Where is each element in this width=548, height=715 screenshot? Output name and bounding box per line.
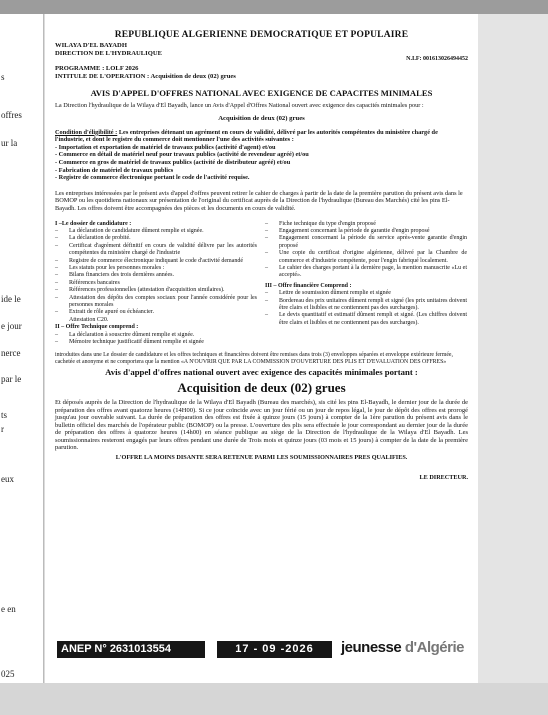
- list-item: – Références bancaires: [55, 279, 120, 286]
- list-item: – Lettre de soumission dûment remplie et signée: [265, 290, 391, 297]
- left-column: [55, 221, 257, 347]
- list-item: – Engagement concernant la période de garantie d'engin proposé: [265, 227, 430, 234]
- financial-heading: III – Offre financière Comprend :: [265, 282, 352, 289]
- notice-body: [55, 30, 468, 481]
- right-margin: [478, 14, 548, 683]
- footer-bar: [55, 641, 468, 660]
- technical-heading: II – Offre Technique comprend :: [55, 324, 139, 331]
- bottom-bar: [0, 683, 548, 715]
- list-item: – Références professionnelles (attestation d'acquisition similaires).: [55, 287, 225, 294]
- list-item: – La déclaration de candidature dûment remplie et signée.: [55, 227, 204, 234]
- list-item: Attestation C20.: [69, 316, 109, 323]
- top-bar: [0, 0, 548, 14]
- programme: PROGRAMME : LOLF 2026: [55, 65, 139, 72]
- intro-text: La Direction l'hydraulique de la Wilaya d'El Bayadh, lance un Avis d'Appel d'Offres National ouvert avec exigence des capacités minimales pour :: [55, 102, 424, 109]
- list-item: – Bordereau des prix unitaires dûment rempli et signé (les prix unitaires doivent être clairs et lisibles et ne contiennent pas des surcharges).: [265, 297, 467, 311]
- republic-title: REPUBLIQUE ALGERIENNE DEMOCRATIQUE ET POPULAIRE: [114, 30, 409, 40]
- wilaya: WILAYA D'EL BAYADH: [55, 42, 127, 49]
- newspaper-logo: jeunesse d'Algérie: [341, 639, 464, 656]
- left-fragment: eux: [1, 474, 14, 484]
- eligibility-block: [55, 129, 468, 182]
- list-item: – Mémoire technique justificatif dûment remplie et signée: [55, 339, 204, 346]
- list-item: – Fiche technique du type d'engin proposé: [265, 220, 376, 227]
- left-fragment: ts: [1, 410, 8, 420]
- list-item: – Les statuts pour les personnes morales :: [55, 264, 165, 271]
- operation-title: INTITULE DE L'OPERATION : Acquisition de deux (02) grues: [55, 73, 236, 80]
- object-title-large: Acquisition de deux (02) grues: [177, 380, 346, 396]
- direction: DIRECTION DE L'HYDRAULIQUE: [55, 50, 162, 57]
- left-fragment: ur la: [1, 138, 18, 148]
- envelope-note: introduites dans une Le dossier de candidature et les offres techniques et financières doivent être remises dans trois (3) enveloppes séparées et enveloppe extérieure fermée, cachetée et anonyme et ne comportera que la mention «A N'OUVRIR QUE PAR LA COMMISSION D'OUVERTURE DES PLIS ET D'EVALUATION DES OFFRES»: [55, 352, 453, 366]
- list-item: – Attestation des dépôts des comptes sociaux pour l'année considérée pour les personnes morales: [55, 294, 257, 308]
- anep-reference: ANEP N° 2631013554: [57, 641, 205, 658]
- list-item: – Le devis quantitatif et estimatif dûment rempli et signé. (Les chiffres doivent être clairs et lisibles et ne contiennent pas des surcharges).: [265, 312, 467, 326]
- left-fragment: e jour: [1, 321, 22, 331]
- eligibility-line: - Commerce en détail de matériel neuf pour travaux publics (activité de revendeur agréé) et/ou: [55, 151, 309, 159]
- list-item: – La déclaration de probité.: [55, 235, 131, 242]
- left-fragment: offres: [1, 110, 22, 120]
- dossier-heading: I –Le dossier de candidature :: [55, 220, 132, 227]
- eligibility-line: - Registre de commerce électronique portant le code de l'activité requise.: [55, 174, 250, 182]
- left-fragment: ide le: [1, 294, 21, 304]
- list-item: – Une copie du certificat d'origine algérienne, délivré par la Chambre de commerce et d'industrie compétente, pour l'engin fabriqué localement.: [265, 250, 467, 264]
- list-item: – Extrait de rôle apuré ou échéancier.: [55, 309, 154, 316]
- eligibility-line: - Fabrication de matériel de travaux publics: [55, 166, 174, 174]
- left-fragment: par le: [1, 374, 22, 384]
- left-fragment: r: [1, 424, 4, 434]
- eligibility-label: Condition d'éligibilité :: [55, 128, 118, 136]
- documents-columns: [55, 221, 468, 347]
- retrieval-text: Les entreprises intéressées par le présent avis d'appel d'offres peuvent retirer le cahier de charges à partir de la date de la première parution du présent avis dans le BOMOP ou les quotidiens nationaux sur présentation de l'original du certificat auprès de la Direction de l'hydraulique (Bureau des Marchés) cité les pins El-Bayadh. Les offres doivent être accompagnées des pièces et les documents en cours de validité.: [55, 189, 463, 212]
- left-fragment: 025: [1, 669, 15, 679]
- list-item: – Registre de commerce électronique indiquant le code d'activité demandé: [55, 257, 244, 264]
- subtitle: Avis d'appel d'offres national ouvert avec exigence des capacités minimales portant :: [105, 367, 418, 378]
- nif: N.I.F: 001613026494452: [406, 56, 468, 62]
- eligibility-line: Les entreprises détenant un agrément en cours de validité, délivré par les autorités compétentes du ministère chargé de l'industrie, et dont le registre du commerce doit mentionner l'une des activités suivantes :: [55, 128, 438, 144]
- final-note: L'OFFRE LA MOINS DISANTE SERA RETENUE PARMI LES SOUMISSIONNAIRES PRES QUALIFIES.: [115, 453, 408, 461]
- list-item: – La déclaration à souscrire dûment remplie et signée.: [55, 331, 195, 338]
- left-page-strip: [0, 14, 44, 683]
- tender-notice-page: [45, 14, 478, 683]
- list-item: – Le cahier des charges portant à la dernière page, la mention manuscrite «Lu et accepté».: [265, 264, 467, 279]
- left-fragment: nerce: [1, 348, 21, 358]
- deposit-text: Et déposés auprès de la Direction de l'hydraulique de la Wilaya d'El Bayadh (Bureau des marchés), sis cité les pins El-Bayadh, le dernier jour de la durée de préparation des offres avant quatorze heures (14H00). Si ce jour coïncide avec un jour férié ou un jour de repos légal, le jour de dépôt des offres est prorogé jusqu'au jour ouvrable suivant. La durée de préparation des offres est fixée à quinze jours (15 jours) à compter de la 1ère parution du présent avis dans le bulletin officiel des marchés de l'opérateur public (BOMOP) ou la presse. L'ouverture des plis sera effectuée le jour correspondant au dernier jour de la durée de préparation des offres à quatorze heures (14h00) en séance publique au siège de la Direction de l'hydraulique de la Wilaya d'El Bayadh. Les soumissionnaires resteront engagés par leurs offres pendant une durée de Trois mois et quinze jours (03 mois et 15 jours) à compter de la date de la première parution.: [55, 399, 468, 452]
- notice-title: AVIS D'APPEL D'OFFRES NATIONAL AVEC EXIGENCE DE CAPACITES MINIMALES: [90, 88, 433, 98]
- list-item: – Certificat d'agrément définitif en cours de validité délivre par les autorités compétentes du ministère chargé de l'industrie: [55, 242, 257, 257]
- publication-date: 17 - 09 -2026: [217, 641, 332, 658]
- eligibility-line: - Importation et exportation de matériel de travaux publics (activité d'agent) et/ou: [55, 143, 276, 151]
- list-item: – Bilans financiers des trois dernières années.: [55, 272, 174, 279]
- left-fragment: e en: [1, 604, 16, 614]
- signature: LE DIRECTEUR.: [419, 473, 468, 481]
- right-column: [265, 221, 467, 347]
- eligibility-line: - Commerce en gros de matériel de travaux publics (activité de distributeur agréé) et/ou: [55, 158, 291, 166]
- object-title: Acquisition de deux (02) grues: [218, 114, 305, 122]
- left-fragment: s: [1, 72, 5, 82]
- list-item: – Engagement concernant la période du service après-vente garantie d'engin proposé: [265, 235, 467, 249]
